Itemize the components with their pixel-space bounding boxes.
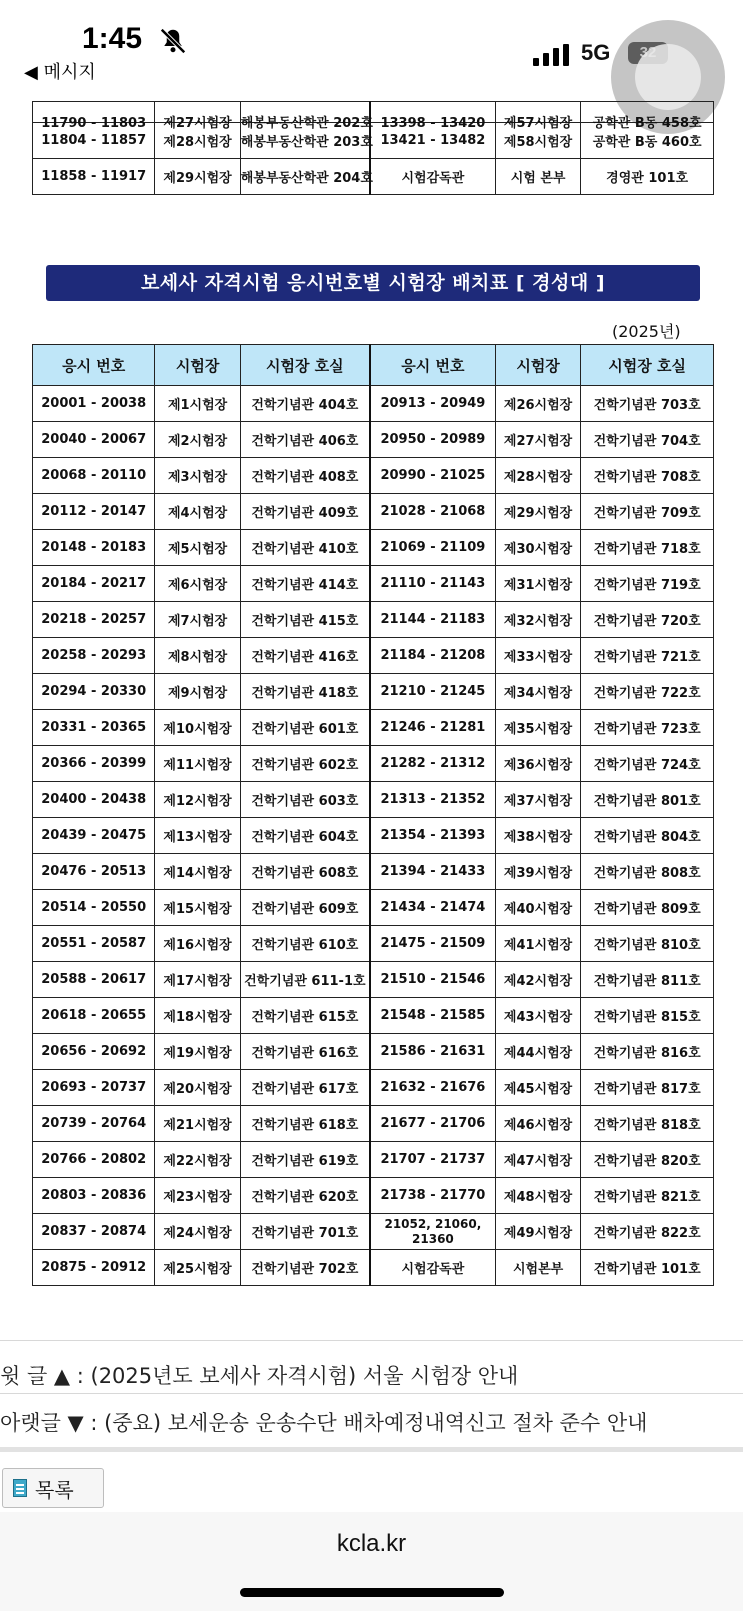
table-cell: 제32시험장 bbox=[495, 602, 580, 638]
table-cell: 건학기념관 618호 bbox=[240, 1106, 370, 1142]
table-cell: 20439 - 20475 bbox=[33, 818, 155, 854]
table-cell: 제47시험장 bbox=[495, 1142, 580, 1178]
table-cell: 20112 - 20147 bbox=[33, 494, 155, 530]
table-cell: 20693 - 20737 bbox=[33, 1070, 155, 1106]
table-cell: 21210 - 21245 bbox=[370, 674, 496, 710]
table-cell: 20184 - 20217 bbox=[33, 566, 155, 602]
table-cell: 21632 - 21676 bbox=[370, 1070, 496, 1106]
table-cell: 제58시험장 bbox=[495, 123, 580, 159]
table-cell: 시험감독관 bbox=[370, 159, 496, 195]
table-cell: 건학기념관 620호 bbox=[240, 1178, 370, 1214]
column-header: 응시 번호 bbox=[370, 345, 496, 386]
column-header: 응시 번호 bbox=[33, 345, 155, 386]
table-cell: 21475 - 21509 bbox=[370, 926, 496, 962]
network-label: 5G bbox=[581, 40, 611, 65]
table-cell: 제27시험장 bbox=[163, 116, 232, 131]
table-row bbox=[33, 1070, 714, 1106]
table-row bbox=[33, 1106, 714, 1142]
table-cell: 20476 - 20513 bbox=[33, 854, 155, 890]
table-cell: 공학관 B동 460호 bbox=[581, 123, 714, 159]
table-cell: 건학기념관 817호 bbox=[581, 1070, 714, 1106]
table-cell: 제9시험장 bbox=[155, 674, 240, 710]
table-cell: 20400 - 20438 bbox=[33, 782, 155, 818]
table-cell: 20040 - 20067 bbox=[33, 422, 155, 458]
table-cell: 20950 - 20989 bbox=[370, 422, 496, 458]
table-cell: 21586 - 21631 bbox=[370, 1034, 496, 1070]
table-cell: 제31시험장 bbox=[495, 566, 580, 602]
table-cell: 20218 - 20257 bbox=[33, 602, 155, 638]
list-button-label: 목록 bbox=[35, 1477, 74, 1502]
table-cell: 제30시험장 bbox=[495, 530, 580, 566]
table-cell: 제40시험장 bbox=[495, 890, 580, 926]
table-cell: 시험감독관 bbox=[370, 1250, 496, 1286]
table-cell: 제28시험장 bbox=[495, 458, 580, 494]
table-cell: 제7시험장 bbox=[155, 602, 240, 638]
table-cell: 시험본부 bbox=[495, 1250, 580, 1286]
divider bbox=[0, 1447, 743, 1452]
table-cell: 13421 - 13482 bbox=[370, 123, 496, 159]
table-row bbox=[33, 1214, 714, 1250]
table-cell: 21110 - 21143 bbox=[370, 566, 496, 602]
column-header: 시험장 호실 bbox=[240, 345, 370, 386]
table-cell: 20875 - 20912 bbox=[33, 1250, 155, 1286]
table-cell: 건학기념관 811호 bbox=[581, 962, 714, 998]
table-header-row bbox=[33, 345, 714, 386]
table-cell: 건학기념관 818호 bbox=[581, 1106, 714, 1142]
status-time: 1:45 bbox=[82, 22, 143, 55]
table-cell: 제29시험장 bbox=[495, 494, 580, 530]
table-cell: 20258 - 20293 bbox=[33, 638, 155, 674]
table-cell: 21069 - 21109 bbox=[370, 530, 496, 566]
table-cell: 20618 - 20655 bbox=[33, 998, 155, 1034]
table-cell: 제4시험장 bbox=[155, 494, 240, 530]
table-cell: 건학기념관 724호 bbox=[581, 746, 714, 782]
home-indicator[interactable] bbox=[240, 1588, 504, 1597]
table-cell: 건학기념관 721호 bbox=[581, 638, 714, 674]
table-cell: 20990 - 21025 bbox=[370, 458, 496, 494]
table-cell: 20068 - 20110 bbox=[33, 458, 155, 494]
table-row bbox=[33, 422, 714, 458]
table-cell: 공학관 B동 458호 bbox=[592, 116, 702, 131]
table-cell: 21510 - 21546 bbox=[370, 962, 496, 998]
column-header: 시험장 bbox=[155, 345, 240, 386]
table-row bbox=[33, 746, 714, 782]
table-row bbox=[33, 386, 714, 422]
table-cell: 건학기념관 408호 bbox=[240, 458, 370, 494]
table-cell: 건학기념관 720호 bbox=[581, 602, 714, 638]
table-cell: 20837 - 20874 bbox=[33, 1214, 155, 1250]
table-cell: 20514 - 20550 bbox=[33, 890, 155, 926]
table-cell: 제16시험장 bbox=[155, 926, 240, 962]
table-cell: 건학기념관 418호 bbox=[240, 674, 370, 710]
table-row bbox=[33, 926, 714, 962]
table-cell: 13398 - 13420 bbox=[380, 116, 486, 131]
table-cell: 제3시험장 bbox=[155, 458, 240, 494]
table-cell: 제45시험장 bbox=[495, 1070, 580, 1106]
table-cell: 제39시험장 bbox=[495, 854, 580, 890]
table-row bbox=[33, 102, 714, 123]
back-to-messages[interactable]: ◀ 메시지 bbox=[24, 62, 96, 83]
table-cell: 건학기념관 810호 bbox=[581, 926, 714, 962]
table-cell: 21548 - 21585 bbox=[370, 998, 496, 1034]
table-cell: 제42시험장 bbox=[495, 962, 580, 998]
table-cell: 20766 - 20802 bbox=[33, 1142, 155, 1178]
table-cell: 해봉부동산학관 204호 bbox=[240, 159, 370, 195]
table-cell: 건학기념관 703호 bbox=[581, 386, 714, 422]
table-cell: 건학기념관 414호 bbox=[240, 566, 370, 602]
table-row bbox=[33, 530, 714, 566]
table-row bbox=[33, 1178, 714, 1214]
table-cell: 21738 - 21770 bbox=[370, 1178, 496, 1214]
table-cell: 21028 - 21068 bbox=[370, 494, 496, 530]
table-cell: 건학기념관 617호 bbox=[240, 1070, 370, 1106]
table-title-banner: 보세사 자격시험 응시번호별 시험장 배치표 [ 경성대 ] bbox=[46, 265, 700, 301]
table-cell: 건학기념관 701호 bbox=[240, 1214, 370, 1250]
signal-icon bbox=[533, 44, 571, 66]
table-cell: 20588 - 20617 bbox=[33, 962, 155, 998]
table-cell: 건학기념관 610호 bbox=[240, 926, 370, 962]
table-cell: 21313 - 21352 bbox=[370, 782, 496, 818]
table-row bbox=[33, 1034, 714, 1070]
table-cell: 제34시험장 bbox=[495, 674, 580, 710]
table-cell: 제38시험장 bbox=[495, 818, 580, 854]
year-label: (2025년) bbox=[612, 322, 681, 341]
table-cell: 21144 - 21183 bbox=[370, 602, 496, 638]
table-cell: 건학기념관 804호 bbox=[581, 818, 714, 854]
table-row bbox=[33, 638, 714, 674]
table-cell: 제19시험장 bbox=[155, 1034, 240, 1070]
table-cell: 건학기념관 723호 bbox=[581, 710, 714, 746]
status-bar bbox=[0, 0, 743, 100]
table-cell: 제26시험장 bbox=[495, 386, 580, 422]
table-row bbox=[33, 962, 714, 998]
table-cell: 건학기념관 704호 bbox=[581, 422, 714, 458]
table-cell: 11790 - 11803 bbox=[41, 116, 147, 131]
table-cell: 건학기념관 611-1호 bbox=[240, 962, 370, 998]
table-cell: 21434 - 21474 bbox=[370, 890, 496, 926]
table-row bbox=[33, 710, 714, 746]
table-cell: 건학기념관 415호 bbox=[240, 602, 370, 638]
table-cell: 건학기념관 615호 bbox=[240, 998, 370, 1034]
table-row bbox=[33, 818, 714, 854]
url-label[interactable]: kcla.kr bbox=[336, 1530, 407, 1557]
table-cell: 20366 - 20399 bbox=[33, 746, 155, 782]
table-cell: 건학기념관 702호 bbox=[240, 1250, 370, 1286]
table-cell: 21246 - 21281 bbox=[370, 710, 496, 746]
divider bbox=[0, 1340, 743, 1341]
table-cell: 제46시험장 bbox=[495, 1106, 580, 1142]
table-cell: 제43시험장 bbox=[495, 998, 580, 1034]
table-cell: 제49시험장 bbox=[495, 1214, 580, 1250]
table-cell: 제27시험장 bbox=[495, 422, 580, 458]
table-cell: 제29시험장 bbox=[155, 159, 240, 195]
table-cell: 21354 - 21393 bbox=[370, 818, 496, 854]
table-cell: 건학기념관 815호 bbox=[581, 998, 714, 1034]
table-cell: 건학기념관 708호 bbox=[581, 458, 714, 494]
list-icon bbox=[13, 1479, 27, 1497]
table-cell: 제6시험장 bbox=[155, 566, 240, 602]
table-cell: 제21시험장 bbox=[155, 1106, 240, 1142]
previous-post-link[interactable]: 윗 글 ▲ : (2025년도 보세사 자격시험) 서울 시험장 안내 bbox=[0, 1364, 519, 1388]
table-cell: 해봉부동산학관 202호 bbox=[240, 116, 373, 131]
table-row bbox=[33, 458, 714, 494]
table-cell: 제25시험장 bbox=[155, 1250, 240, 1286]
table-cell: 제18시험장 bbox=[155, 998, 240, 1034]
table-cell: 제13시험장 bbox=[155, 818, 240, 854]
table-row bbox=[33, 566, 714, 602]
table-cell: 건학기념관 603호 bbox=[240, 782, 370, 818]
table-row bbox=[33, 494, 714, 530]
table-cell: 제35시험장 bbox=[495, 710, 580, 746]
table-cell: 11858 - 11917 bbox=[33, 159, 155, 195]
table-cell: 20148 - 20183 bbox=[33, 530, 155, 566]
table-cell: 제11시험장 bbox=[155, 746, 240, 782]
table-cell: 제28시험장 bbox=[155, 123, 240, 159]
table-cell: 21282 - 21312 bbox=[370, 746, 496, 782]
table-cell: 21394 - 21433 bbox=[370, 854, 496, 890]
table-cell: 20551 - 20587 bbox=[33, 926, 155, 962]
table-cell: 건학기념관 404호 bbox=[240, 386, 370, 422]
column-header: 시험장 호실 bbox=[581, 345, 714, 386]
table-cell: 건학기념관 821호 bbox=[581, 1178, 714, 1214]
table-cell: 제22시험장 bbox=[155, 1142, 240, 1178]
list-button[interactable] bbox=[2, 1468, 104, 1508]
table-cell: 제48시험장 bbox=[495, 1178, 580, 1214]
table-row bbox=[33, 602, 714, 638]
table-cell: 건학기념관 816호 bbox=[581, 1034, 714, 1070]
table-cell: 20294 - 20330 bbox=[33, 674, 155, 710]
table-cell: 20739 - 20764 bbox=[33, 1106, 155, 1142]
table-cell: 건학기념관 718호 bbox=[581, 530, 714, 566]
table-cell: 건학기념관 604호 bbox=[240, 818, 370, 854]
table-cell: 건학기념관 820호 bbox=[581, 1142, 714, 1178]
table-cell: 20803 - 20836 bbox=[33, 1178, 155, 1214]
table-cell: 20913 - 20949 bbox=[370, 386, 496, 422]
table-cell: 제14시험장 bbox=[155, 854, 240, 890]
table-cell: 21184 - 21208 bbox=[370, 638, 496, 674]
divider bbox=[0, 1393, 743, 1394]
bell-muted-icon bbox=[158, 26, 188, 56]
table-row bbox=[33, 998, 714, 1034]
table-row bbox=[33, 1250, 714, 1286]
table-cell: 건학기념관 722호 bbox=[581, 674, 714, 710]
table-body bbox=[33, 386, 714, 1286]
table-cell: 제33시험장 bbox=[495, 638, 580, 674]
table-cell: 건학기념관 601호 bbox=[240, 710, 370, 746]
table-cell: 시험 본부 bbox=[495, 159, 580, 195]
table-cell: 21677 - 21706 bbox=[370, 1106, 496, 1142]
table-cell: 제57시험장 bbox=[503, 116, 573, 131]
table-cell: 제41시험장 bbox=[495, 926, 580, 962]
next-post-link[interactable]: 아랫글 ▼ : (중요) 보세운송 운송수단 배차예정내역신고 절차 준수 안내 bbox=[0, 1411, 648, 1435]
table-cell: 20656 - 20692 bbox=[33, 1034, 155, 1070]
table-cell: 건학기념관 406호 bbox=[240, 422, 370, 458]
table-row bbox=[33, 1142, 714, 1178]
table-cell: 제20시험장 bbox=[155, 1070, 240, 1106]
table-cell: 건학기념관 709호 bbox=[581, 494, 714, 530]
table-cell: 제15시험장 bbox=[155, 890, 240, 926]
table-cell: 해봉부동산학관 203호 bbox=[240, 123, 370, 159]
table-cell: 경영관 101호 bbox=[581, 159, 714, 195]
table-row bbox=[33, 854, 714, 890]
table-cell: 제1시험장 bbox=[155, 386, 240, 422]
table-row bbox=[33, 674, 714, 710]
table-cell: 제17시험장 bbox=[155, 962, 240, 998]
table-cell: 건학기념관 822호 bbox=[581, 1214, 714, 1250]
table-cell: 제10시험장 bbox=[155, 710, 240, 746]
table-row bbox=[33, 159, 714, 195]
table-cell: 제24시험장 bbox=[155, 1214, 240, 1250]
exam-site-table bbox=[32, 344, 714, 1286]
table-cell: 건학기념관 809호 bbox=[581, 890, 714, 926]
table-cell: 건학기념관 602호 bbox=[240, 746, 370, 782]
table-cell: 제36시험장 bbox=[495, 746, 580, 782]
table-cell: 제2시험장 bbox=[155, 422, 240, 458]
table-cell: 제23시험장 bbox=[155, 1178, 240, 1214]
table-cell: 건학기념관 609호 bbox=[240, 890, 370, 926]
table-cell: 건학기념관 808호 bbox=[581, 854, 714, 890]
table-cell: 건학기념관 101호 bbox=[581, 1250, 714, 1286]
table-cell: 20331 - 20365 bbox=[33, 710, 155, 746]
table-cell: 제8시험장 bbox=[155, 638, 240, 674]
table-cell: 21707 - 21737 bbox=[370, 1142, 496, 1178]
table-cell: 건학기념관 616호 bbox=[240, 1034, 370, 1070]
table-row bbox=[33, 782, 714, 818]
table-cell: 제5시험장 bbox=[155, 530, 240, 566]
table-cell: 건학기념관 619호 bbox=[240, 1142, 370, 1178]
table-cell: 제37시험장 bbox=[495, 782, 580, 818]
table-cell: 건학기념관 608호 bbox=[240, 854, 370, 890]
table-cell: 11804 - 11857 bbox=[33, 123, 155, 159]
table-cell: 건학기념관 719호 bbox=[581, 566, 714, 602]
table-cell: 제44시험장 bbox=[495, 1034, 580, 1070]
column-header: 시험장 bbox=[495, 345, 580, 386]
table-cell: 21052, 21060, 21360 bbox=[370, 1214, 496, 1250]
table-cell: 제12시험장 bbox=[155, 782, 240, 818]
table-cell: 20001 - 20038 bbox=[33, 386, 155, 422]
table-cell: 건학기념관 801호 bbox=[581, 782, 714, 818]
table-cell: 건학기념관 409호 bbox=[240, 494, 370, 530]
table-cell: 건학기념관 416호 bbox=[240, 638, 370, 674]
table-row bbox=[33, 890, 714, 926]
previous-site-table bbox=[32, 101, 714, 195]
table-cell: 건학기념관 410호 bbox=[240, 530, 370, 566]
